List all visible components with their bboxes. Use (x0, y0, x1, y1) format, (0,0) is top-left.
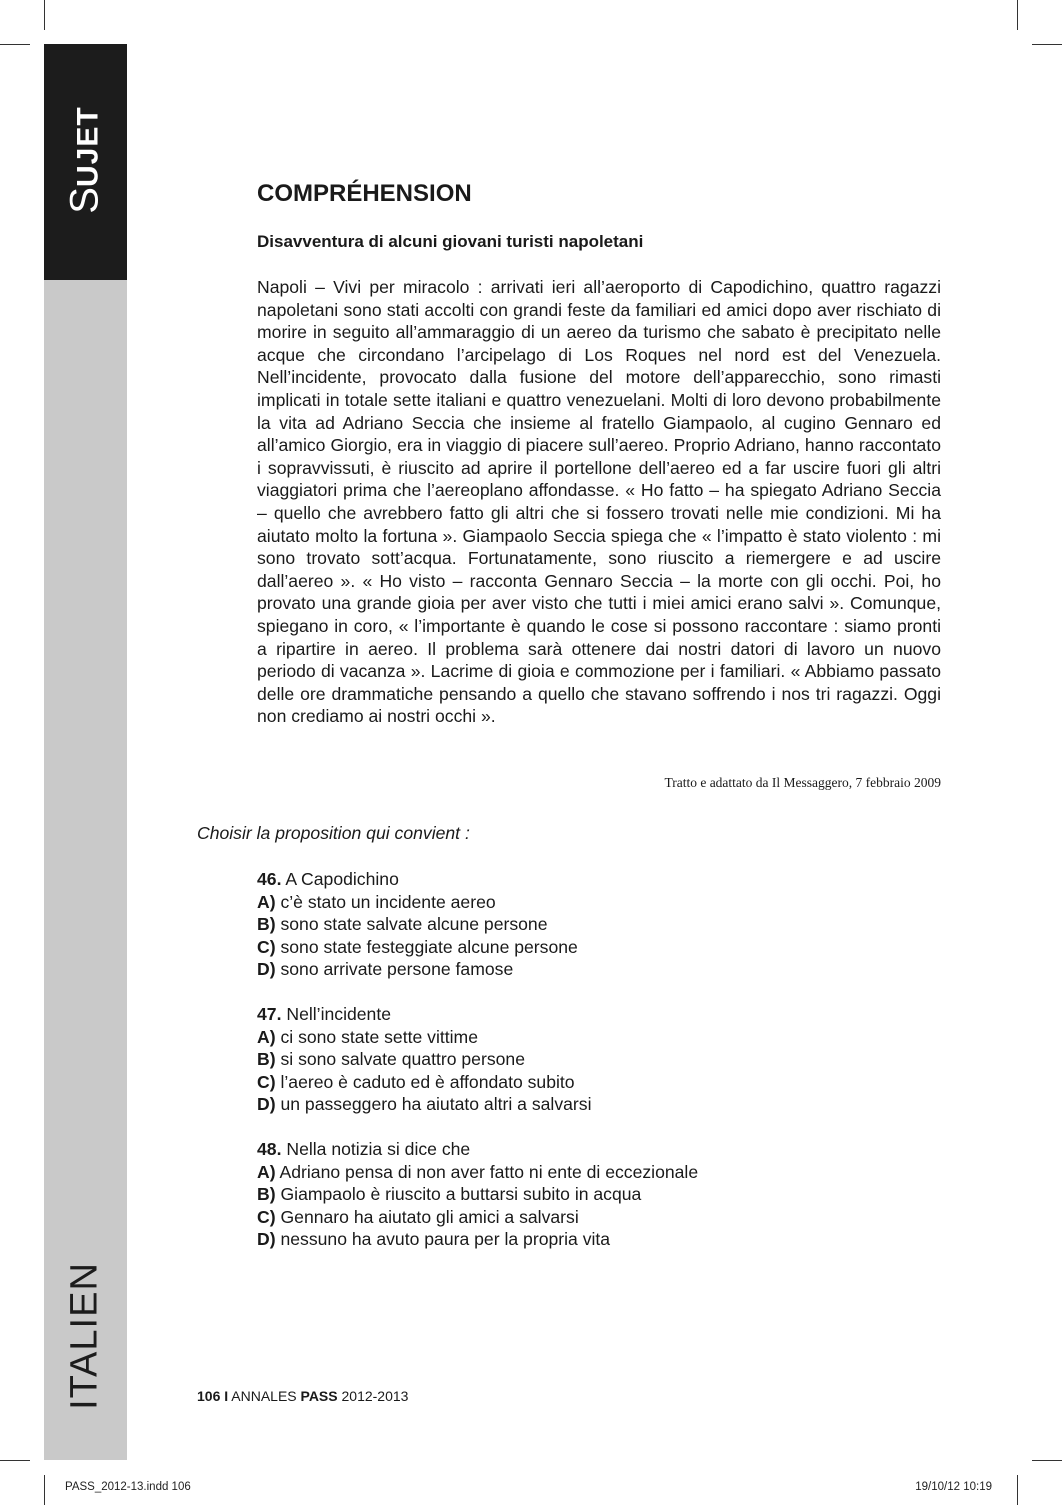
side-label-sujet: SUJET (62, 106, 107, 214)
answer-option[interactable]: D) nessuno ha avuto paura per la propria vita (257, 1229, 611, 1250)
instruction: Choisir la proposition qui convient : (197, 823, 470, 843)
page-number: 106 (197, 1388, 221, 1404)
question-stem: 48. Nella notizia si dice che (257, 1139, 471, 1159)
crop-mark (1032, 1460, 1062, 1461)
crop-mark (1017, 0, 1018, 30)
side-label-subject: ITALIEN (63, 1262, 106, 1410)
answer-option[interactable]: A) c’è stato un incidente aereo (257, 891, 496, 912)
answer-option[interactable]: C) sono state festeggiate alcune persone (257, 936, 578, 957)
question-48 (257, 1138, 698, 1251)
crop-mark (0, 44, 30, 45)
question-stem: 46. A Capodichino (257, 869, 399, 889)
article-title: Disavventura di alcuni giovani turisti napoletani (257, 232, 644, 251)
answer-option[interactable]: D) sono arrivate persone famose (257, 959, 514, 980)
crop-mark (44, 0, 45, 30)
article-body: Napoli – Vivi per miracolo : arrivati ieri all’aeroporto di Capodichino, quattro ragazzi napoletani sono stati accolti con grandi feste da familiari ed amici dopo aver rischiato di morire in seguito all’ammaraggio di un aereo da turismo che sabato è precipitato nelle acque che circondano l’arcipelago di Los Roques nel nord est del Venezuela. Nell’incidente, provocato dalla fusione del motore dell’apparecchio, sono rimasti implicati in totale sette italiani e quattro venezuelani. Molti di loro devono probabilmente la vita ad Adriano Seccia che insieme al fratello Giampaolo, al cugino Gennaro ed all’amico Giorgio, era in viaggio di piacere sull’aereo. Proprio Adriano, hanno raccontato i sopravvissuti, è riuscito ad aprire il portellone dell’aereo ed a far uscire fuori gli altri viaggiatori prima che l’aereoplano affondasse. « Ho fatto – ha spiegato Adriano Seccia – quello che avrebbero fatto gli altri che si fossero trovati nelle mie condizioni. Mi ha aiutato molto la fortuna ». Giampaolo Seccia spiega che « l’impatto è stato violento : mi sono trovato sott’acqua. Fortunatamente, sono riuscito a riemergere e ad uscire dall’aereo ». « Ho visto – racconta Gennaro Seccia – la morte con gli occhi. Poi, ho provato una grande gioia per aver visto che tutti i miei amici erano salvi ». Comunque, spiegano in coro, « l’importante è quando le cose si possono raccontare : siamo pronti a ripartire in aereo. Il problema sarà ottenere dai nostri datori di lavoro un nuovo periodo di vacanza ». Lacrime di gioia e commozione per i familiari. « Abbiamo passato delle ore drammatiche pensando a quello che stavano soffrendo i nos tri ragazzi. Oggi non crediamo ai nostri occhi ». (257, 277, 941, 727)
question-stem: 47. Nell’incidente (257, 1004, 392, 1024)
answer-option[interactable]: B) sono state salvate alcune persone (257, 914, 548, 935)
answer-option[interactable]: A) Adriano pensa di non aver fatto ni ente di eccezionale (257, 1161, 699, 1182)
section-heading: COMPRÉHENSION (257, 180, 472, 207)
question-47 (257, 1003, 591, 1116)
answer-option[interactable]: B) si sono salvate quattro persone (257, 1049, 525, 1070)
question-46 (257, 868, 578, 981)
print-slug-file: PASS_2012-13.indd 106 (65, 1481, 191, 1493)
crop-mark (0, 1460, 30, 1461)
article-source: Tratto e adattato da Il Messaggero, 7 febbraio 2009 (664, 775, 941, 790)
answer-option[interactable]: C) l’aereo è caduto ed è affondato subito (257, 1071, 575, 1092)
crop-mark (1032, 44, 1062, 45)
answer-option[interactable]: A) ci sono state sette vittime (257, 1026, 478, 1047)
crop-mark (1017, 1475, 1018, 1505)
answer-option[interactable]: D) un passeggero ha aiutato altri a salvarsi (257, 1094, 592, 1115)
crop-mark (44, 1475, 45, 1505)
answer-option[interactable]: C) Gennaro ha aiutato gli amici a salvarsi (257, 1206, 579, 1227)
page-footer: 106 I ANNALES PASS 2012-2013 (197, 1388, 409, 1404)
print-slug-date: 19/10/12 10:19 (915, 1481, 992, 1493)
answer-option[interactable]: B) Giampaolo è riuscito a buttarsi subito in acqua (257, 1184, 642, 1205)
